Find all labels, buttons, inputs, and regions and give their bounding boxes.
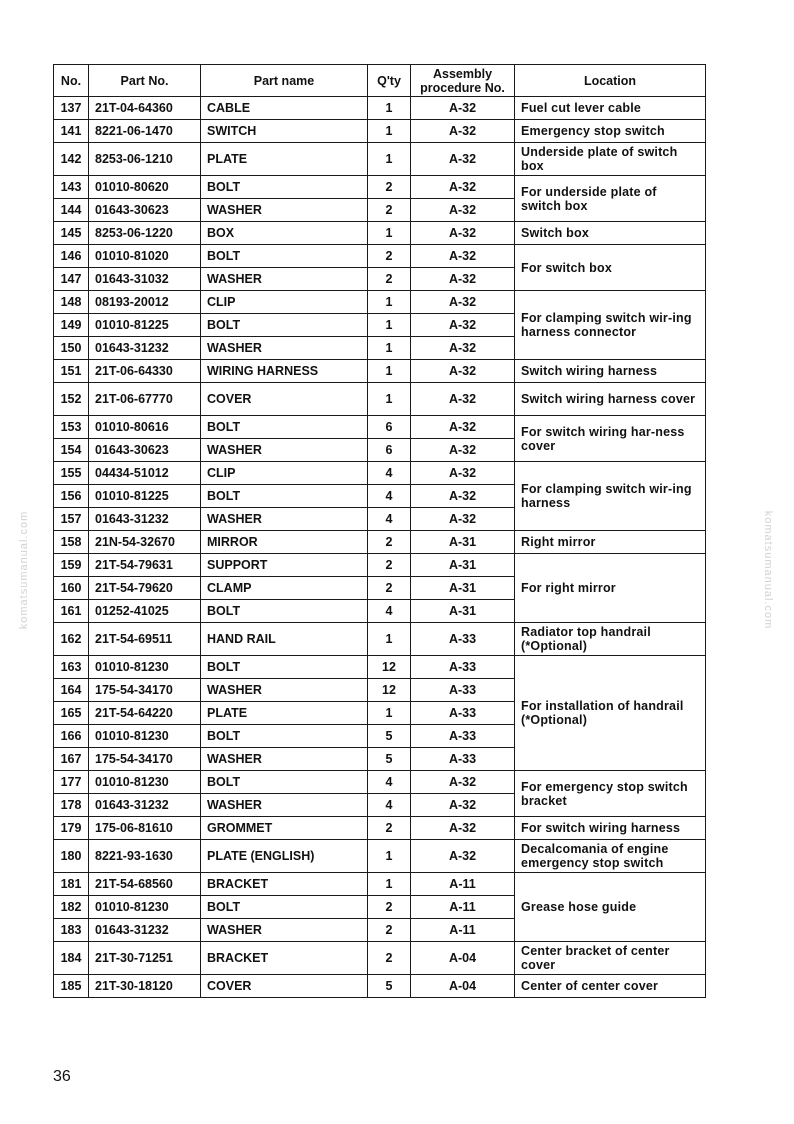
cell-qty: 1 [368,337,411,360]
cell-part-no: 21T-30-18120 [89,975,201,998]
cell-qty: 2 [368,531,411,554]
cell-no: 162 [54,623,89,656]
cell-part-name: WASHER [201,337,368,360]
table-row [54,360,706,383]
cell-assembly: A-04 [411,942,515,975]
cell-part-name: GROMMET [201,817,368,840]
cell-location: For underside plate of switch box [515,176,706,222]
cell-part-no: 01010-81230 [89,725,201,748]
cell-qty: 1 [368,840,411,873]
cell-part-name: HAND RAIL [201,623,368,656]
cell-part-no: 01643-31232 [89,919,201,942]
cell-qty: 2 [368,817,411,840]
cell-assembly: A-31 [411,600,515,623]
cell-no: 156 [54,485,89,508]
table-row [54,623,706,656]
cell-part-no: 8253-06-1210 [89,143,201,176]
cell-qty: 12 [368,656,411,679]
cell-qty: 2 [368,919,411,942]
table-row [54,771,706,794]
cell-part-name: WASHER [201,439,368,462]
cell-no: 167 [54,748,89,771]
cell-location: For installation of handrail (*Optional) [515,656,706,771]
cell-part-no: 175-54-34170 [89,748,201,771]
cell-no: 163 [54,656,89,679]
cell-part-name: SWITCH [201,120,368,143]
cell-location: Fuel cut lever cable [515,97,706,120]
cell-qty: 1 [368,143,411,176]
header-location: Location [515,65,706,97]
cell-part-no: 01252-41025 [89,600,201,623]
cell-part-no: 01010-81020 [89,245,201,268]
cell-no: 177 [54,771,89,794]
cell-part-name: CLIP [201,291,368,314]
cell-part-no: 8253-06-1220 [89,222,201,245]
cell-qty: 2 [368,577,411,600]
cell-assembly: A-33 [411,702,515,725]
parts-table [53,64,706,998]
cell-location: For clamping switch wir-ing harness [515,462,706,531]
cell-part-no: 01643-31232 [89,508,201,531]
cell-part-name: CABLE [201,97,368,120]
cell-part-name: WASHER [201,679,368,702]
page-number: 36 [53,1068,71,1085]
cell-assembly: A-33 [411,748,515,771]
cell-part-name: WASHER [201,794,368,817]
cell-part-no: 21T-30-71251 [89,942,201,975]
cell-location: Radiator top handrail (*Optional) [515,623,706,656]
cell-no: 166 [54,725,89,748]
table-body [54,97,706,998]
header-assembly-line2: procedure No. [420,80,505,95]
cell-no: 147 [54,268,89,291]
cell-part-name: WASHER [201,508,368,531]
cell-part-name: PLATE [201,702,368,725]
cell-assembly: A-31 [411,577,515,600]
table-row [54,975,706,998]
cell-assembly: A-32 [411,314,515,337]
cell-qty: 4 [368,771,411,794]
cell-part-no: 21T-04-64360 [89,97,201,120]
cell-no: 159 [54,554,89,577]
cell-part-no: 01643-30623 [89,439,201,462]
cell-part-no: 01010-80620 [89,176,201,199]
header-row [54,65,706,97]
cell-part-no: 21N-54-32670 [89,531,201,554]
cell-qty: 1 [368,97,411,120]
cell-part-no: 21T-54-79631 [89,554,201,577]
cell-part-no: 8221-93-1630 [89,840,201,873]
cell-qty: 4 [368,794,411,817]
cell-location: For switch box [515,245,706,291]
cell-assembly: A-31 [411,554,515,577]
cell-no: 164 [54,679,89,702]
cell-part-name: BOLT [201,245,368,268]
cell-part-no: 175-54-34170 [89,679,201,702]
cell-part-name: PLATE (ENGLISH) [201,840,368,873]
cell-part-no: 21T-54-79620 [89,577,201,600]
cell-location: Switch wiring harness cover [515,383,706,416]
cell-part-no: 01010-81230 [89,656,201,679]
cell-part-name: BOLT [201,725,368,748]
cell-assembly: A-32 [411,268,515,291]
cell-part-no: 04434-51012 [89,462,201,485]
cell-assembly: A-32 [411,337,515,360]
cell-part-no: 175-06-81610 [89,817,201,840]
cell-part-no: 21T-54-64220 [89,702,201,725]
cell-assembly: A-33 [411,679,515,702]
table-row [54,120,706,143]
table-row [54,942,706,975]
cell-assembly: A-32 [411,245,515,268]
cell-assembly: A-32 [411,291,515,314]
cell-assembly: A-32 [411,485,515,508]
cell-location: Decalcomania of engine emergency stop switch [515,840,706,873]
cell-assembly: A-32 [411,462,515,485]
cell-no: 180 [54,840,89,873]
cell-part-name: WASHER [201,199,368,222]
table-row [54,416,706,439]
table-row [54,97,706,120]
cell-no: 153 [54,416,89,439]
cell-assembly: A-33 [411,725,515,748]
cell-location: Center bracket of center cover [515,942,706,975]
cell-assembly: A-32 [411,199,515,222]
cell-no: 185 [54,975,89,998]
table-row [54,817,706,840]
cell-no: 152 [54,383,89,416]
cell-no: 181 [54,873,89,896]
cell-no: 182 [54,896,89,919]
cell-assembly: A-11 [411,896,515,919]
cell-part-name: BOLT [201,896,368,919]
table-row [54,291,706,314]
cell-part-no: 01010-81230 [89,896,201,919]
cell-part-no: 01643-31232 [89,794,201,817]
cell-part-name: MIRROR [201,531,368,554]
cell-part-no: 21T-54-68560 [89,873,201,896]
cell-part-name: BOLT [201,771,368,794]
cell-qty: 2 [368,554,411,577]
cell-no: 145 [54,222,89,245]
cell-assembly: A-33 [411,623,515,656]
cell-no: 184 [54,942,89,975]
cell-assembly: A-32 [411,222,515,245]
cell-part-name: BOLT [201,485,368,508]
cell-part-name: BOLT [201,314,368,337]
cell-qty: 2 [368,199,411,222]
cell-assembly: A-32 [411,176,515,199]
cell-part-name: WASHER [201,919,368,942]
cell-part-name: BRACKET [201,942,368,975]
header-assembly [411,65,515,97]
cell-qty: 12 [368,679,411,702]
cell-no: 158 [54,531,89,554]
cell-part-no: 01643-31032 [89,268,201,291]
cell-no: 150 [54,337,89,360]
cell-part-name: WIRING HARNESS [201,360,368,383]
cell-part-name: SUPPORT [201,554,368,577]
cell-qty: 2 [368,176,411,199]
cell-qty: 5 [368,748,411,771]
cell-location: Switch wiring harness [515,360,706,383]
cell-assembly: A-11 [411,873,515,896]
cell-part-name: BOLT [201,176,368,199]
cell-qty: 1 [368,702,411,725]
cell-assembly: A-11 [411,919,515,942]
cell-no: 146 [54,245,89,268]
cell-assembly: A-32 [411,143,515,176]
cell-location: Emergency stop switch [515,120,706,143]
cell-no: 160 [54,577,89,600]
cell-part-name: BOX [201,222,368,245]
cell-no: 148 [54,291,89,314]
table-row [54,222,706,245]
cell-no: 144 [54,199,89,222]
cell-part-no: 8221-06-1470 [89,120,201,143]
header-part-name: Part name [201,65,368,97]
cell-no: 142 [54,143,89,176]
cell-part-name: BOLT [201,656,368,679]
table-row [54,143,706,176]
cell-qty: 6 [368,439,411,462]
header-part-no: Part No. [89,65,201,97]
cell-qty: 5 [368,725,411,748]
cell-part-name: BOLT [201,416,368,439]
table-row [54,245,706,268]
cell-qty: 1 [368,120,411,143]
cell-location: Right mirror [515,531,706,554]
cell-qty: 4 [368,508,411,531]
cell-part-name: WASHER [201,748,368,771]
cell-part-no: 21T-06-67770 [89,383,201,416]
cell-no: 149 [54,314,89,337]
cell-no: 183 [54,919,89,942]
cell-assembly: A-32 [411,383,515,416]
cell-part-name: BOLT [201,600,368,623]
cell-no: 137 [54,97,89,120]
cell-assembly: A-32 [411,508,515,531]
cell-part-name: CLIP [201,462,368,485]
watermark-right: komatsumanual.com [762,510,774,630]
table-row [54,531,706,554]
cell-part-no: 01010-81225 [89,314,201,337]
cell-qty: 2 [368,245,411,268]
cell-part-no: 01643-31232 [89,337,201,360]
cell-no: 165 [54,702,89,725]
cell-part-no: 21T-54-69511 [89,623,201,656]
cell-part-no: 01010-81230 [89,771,201,794]
cell-assembly: A-32 [411,360,515,383]
cell-qty: 1 [368,360,411,383]
cell-no: 157 [54,508,89,531]
cell-location: Switch box [515,222,706,245]
cell-qty: 6 [368,416,411,439]
table-row [54,554,706,577]
cell-location: For switch wiring har-ness cover [515,416,706,462]
cell-qty: 4 [368,462,411,485]
cell-part-no: 21T-06-64330 [89,360,201,383]
watermark-left: komatsumanual.com [18,510,30,630]
cell-no: 179 [54,817,89,840]
cell-qty: 1 [368,873,411,896]
cell-assembly: A-32 [411,840,515,873]
cell-location: For emergency stop switch bracket [515,771,706,817]
cell-location: For right mirror [515,554,706,623]
cell-qty: 4 [368,485,411,508]
cell-no: 141 [54,120,89,143]
table-row [54,462,706,485]
table-row [54,383,706,416]
cell-assembly: A-32 [411,97,515,120]
header-no: No. [54,65,89,97]
cell-assembly: A-32 [411,439,515,462]
cell-no: 178 [54,794,89,817]
cell-assembly: A-32 [411,416,515,439]
cell-no: 161 [54,600,89,623]
table-row [54,656,706,679]
header-qty: Q'ty [368,65,411,97]
cell-assembly: A-32 [411,120,515,143]
table-row [54,176,706,199]
cell-qty: 2 [368,268,411,291]
cell-part-no: 01010-80616 [89,416,201,439]
cell-part-no: 01010-81225 [89,485,201,508]
cell-no: 154 [54,439,89,462]
cell-part-name: BRACKET [201,873,368,896]
table-row [54,840,706,873]
cell-part-name: WASHER [201,268,368,291]
cell-assembly: A-31 [411,531,515,554]
cell-part-name: CLAMP [201,577,368,600]
header-assembly-line1: Assembly [432,66,493,81]
cell-location: Center of center cover [515,975,706,998]
cell-qty: 1 [368,222,411,245]
cell-no: 151 [54,360,89,383]
cell-assembly: A-32 [411,771,515,794]
cell-qty: 2 [368,942,411,975]
cell-qty: 1 [368,314,411,337]
cell-qty: 1 [368,623,411,656]
cell-qty: 1 [368,383,411,416]
cell-part-name: COVER [201,383,368,416]
cell-part-name: COVER [201,975,368,998]
cell-assembly: A-33 [411,656,515,679]
cell-part-no: 08193-20012 [89,291,201,314]
cell-assembly: A-32 [411,817,515,840]
table-row [54,873,706,896]
cell-assembly: A-32 [411,794,515,817]
cell-qty: 5 [368,975,411,998]
cell-location: For clamping switch wir-ing harness connector [515,291,706,360]
cell-location: For switch wiring harness [515,817,706,840]
cell-no: 155 [54,462,89,485]
cell-no: 143 [54,176,89,199]
cell-part-name: PLATE [201,143,368,176]
cell-qty: 1 [368,291,411,314]
cell-qty: 2 [368,896,411,919]
cell-location: Underside plate of switch box [515,143,706,176]
cell-assembly: A-04 [411,975,515,998]
cell-part-no: 01643-30623 [89,199,201,222]
cell-qty: 4 [368,600,411,623]
cell-location: Grease hose guide [515,873,706,942]
